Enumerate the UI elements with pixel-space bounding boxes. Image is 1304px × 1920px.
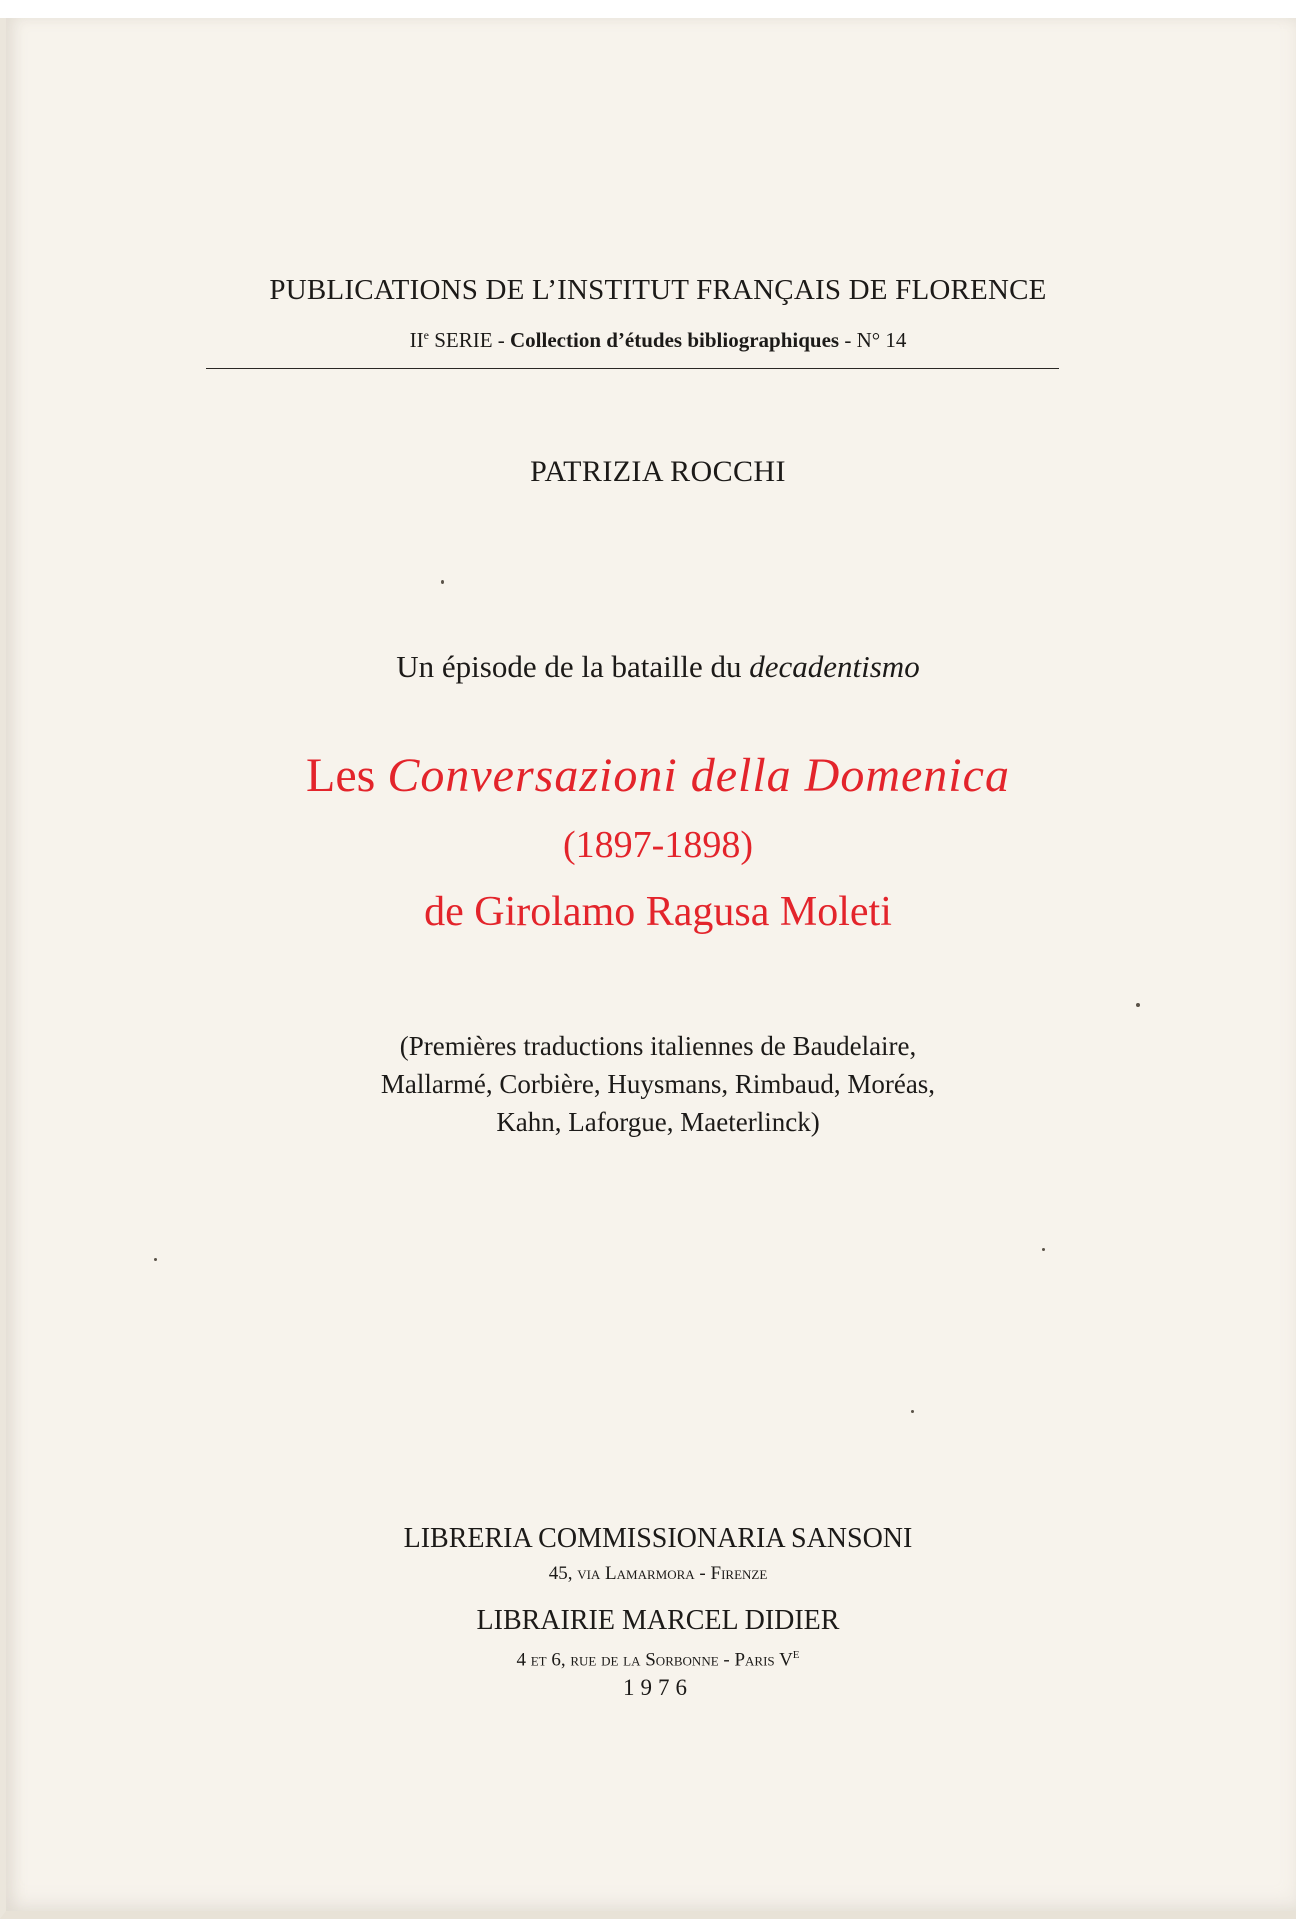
paper-speck [911,1410,914,1413]
book-byline: de Girolamo Ragusa Moleti [424,889,892,935]
paper-speck [1042,1248,1045,1251]
publisher-address-text: 4 et 6, rue de la Sorbonne - Paris V [516,1649,793,1671]
contents-note-line: Kahn, Laforgue, Maeterlinck) [496,1107,820,1137]
series-number-superscript: e [423,328,429,342]
series-subtitle [6,328,1304,353]
header-rule [206,368,1059,369]
episode-subtitle-italic: decadentismo [749,649,920,684]
publisher-address: 45, via Lamarmora - Firenze [548,1563,768,1584]
publisher-address [6,1645,1304,1671]
paper-speck [1136,1003,1140,1007]
publisher-name: LIBRERIA COMMISSIONARIA SANSONI [403,1523,913,1554]
contents-note-line: Mallarmé, Corbière, Huysmans, Rimbaud, Moréas, [380,1069,936,1099]
book-cover [0,18,1296,1919]
publication-year: 1976 [623,1675,693,1700]
series-label: SERIE - [428,328,511,352]
collection-name: Collection d’études bibliographiques [510,328,840,352]
contents-note-line: (Premières traductions italiennes de Baudelaire, [399,1031,917,1061]
series-number: II [409,328,424,352]
book-title-prefix: Les [306,749,388,802]
book-title [6,748,1304,803]
publisher-address-superscript: e [792,1645,800,1662]
book-title-italic: Conversazioni della Domenica [387,749,1010,802]
episode-subtitle [6,649,1304,685]
book-dates: (1897-1898) [563,824,753,866]
series-title: PUBLICATIONS DE L’INSTITUT FRANÇAIS DE FLORENCE [269,274,1047,306]
contents-note [6,1027,1304,1141]
paper-speck [441,580,444,584]
publisher-name: LIBRAIRIE MARCEL DIDIER [476,1605,840,1636]
paper-speck [154,1258,157,1261]
author-name: PATRIZIA ROCCHI [530,455,786,488]
episode-subtitle-prefix: Un épisode de la bataille du [396,649,750,684]
issue-number: - N° 14 [839,328,907,352]
